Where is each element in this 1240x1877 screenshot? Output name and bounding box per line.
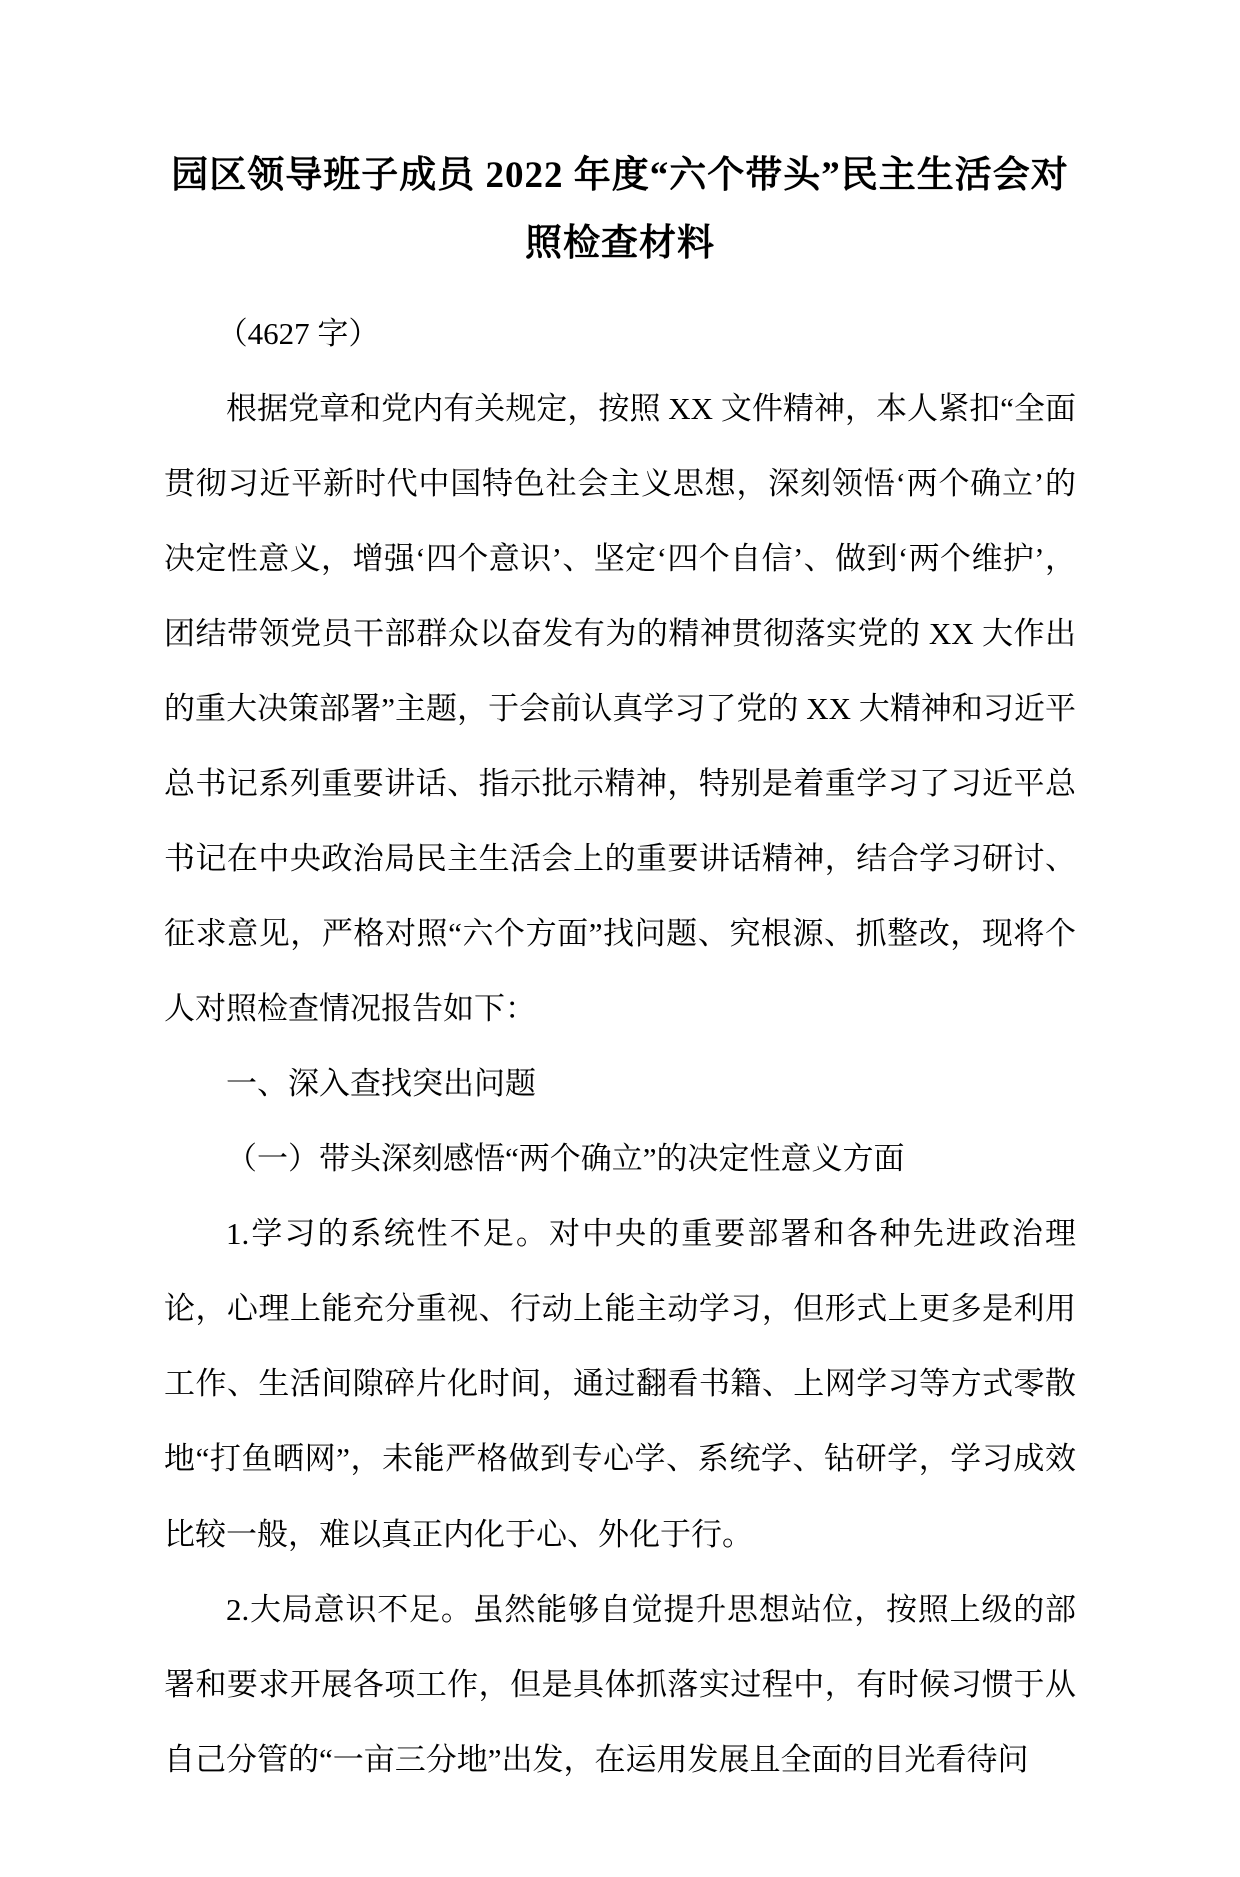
section-heading-1: 一、深入查找突出问题 [226, 1066, 536, 1102]
problem-paragraph-2: 2.大局意识不足。虽然能够自觉提升思想站位，按照上级的部署和要求开展各项工作，但是具体抓落实过程中，有时候习惯于从自己分管的“一亩三分地”出发，在运用发展且全面的目光看待问 [164, 1591, 1076, 1777]
word-count: （4627 字） [216, 315, 380, 351]
problem-paragraph-1: 1.学习的系统性不足。对中央的重要部署和各种先进政治理论，心理上能充分重视、行动上能主动学习，但形式上更多是利用工作、生活间隙碎片化时间，通过翻看书籍、上网学习等方式零散地“打鱼晒网”，未能严格做到专心学、系统学、钻研学，学习成效比较一般，难以真正内化于心、外化于行。 [164, 1216, 1076, 1552]
subsection-heading-1: （一）带头深刻感悟“两个确立”的决定性意义方面 [226, 1141, 905, 1177]
document-title: 园区领导班子成员 2022 年度“六个带头”民主生活会对照检查材料 [171, 155, 1069, 265]
intro-paragraph: 根据党章和党内有关规定，按照 XX 文件精神，本人紧扣“全面贯彻习近平新时代中国特色社会主义思想，深刻领悟‘两个确立’的决定性意义，增强‘四个意识’、坚定‘四个自信’、做到‘两个维护’，团结带领党员干部群众以奋发有为的精神贯彻落实党的 XX 大作出的重大决策部署”主题，于会前认真学习了党的 XX 大精神和习近平总书记系列重要讲话、指示批示精神，特别是着重学习了习近平总书记在中央政治局民主生活会上的重要讲话精神，结合学习研讨、征求意见，严格对照“六个方面”找问题、究根源、抓整改，现将个人对照检查情况报告如下： [164, 391, 1076, 1027]
